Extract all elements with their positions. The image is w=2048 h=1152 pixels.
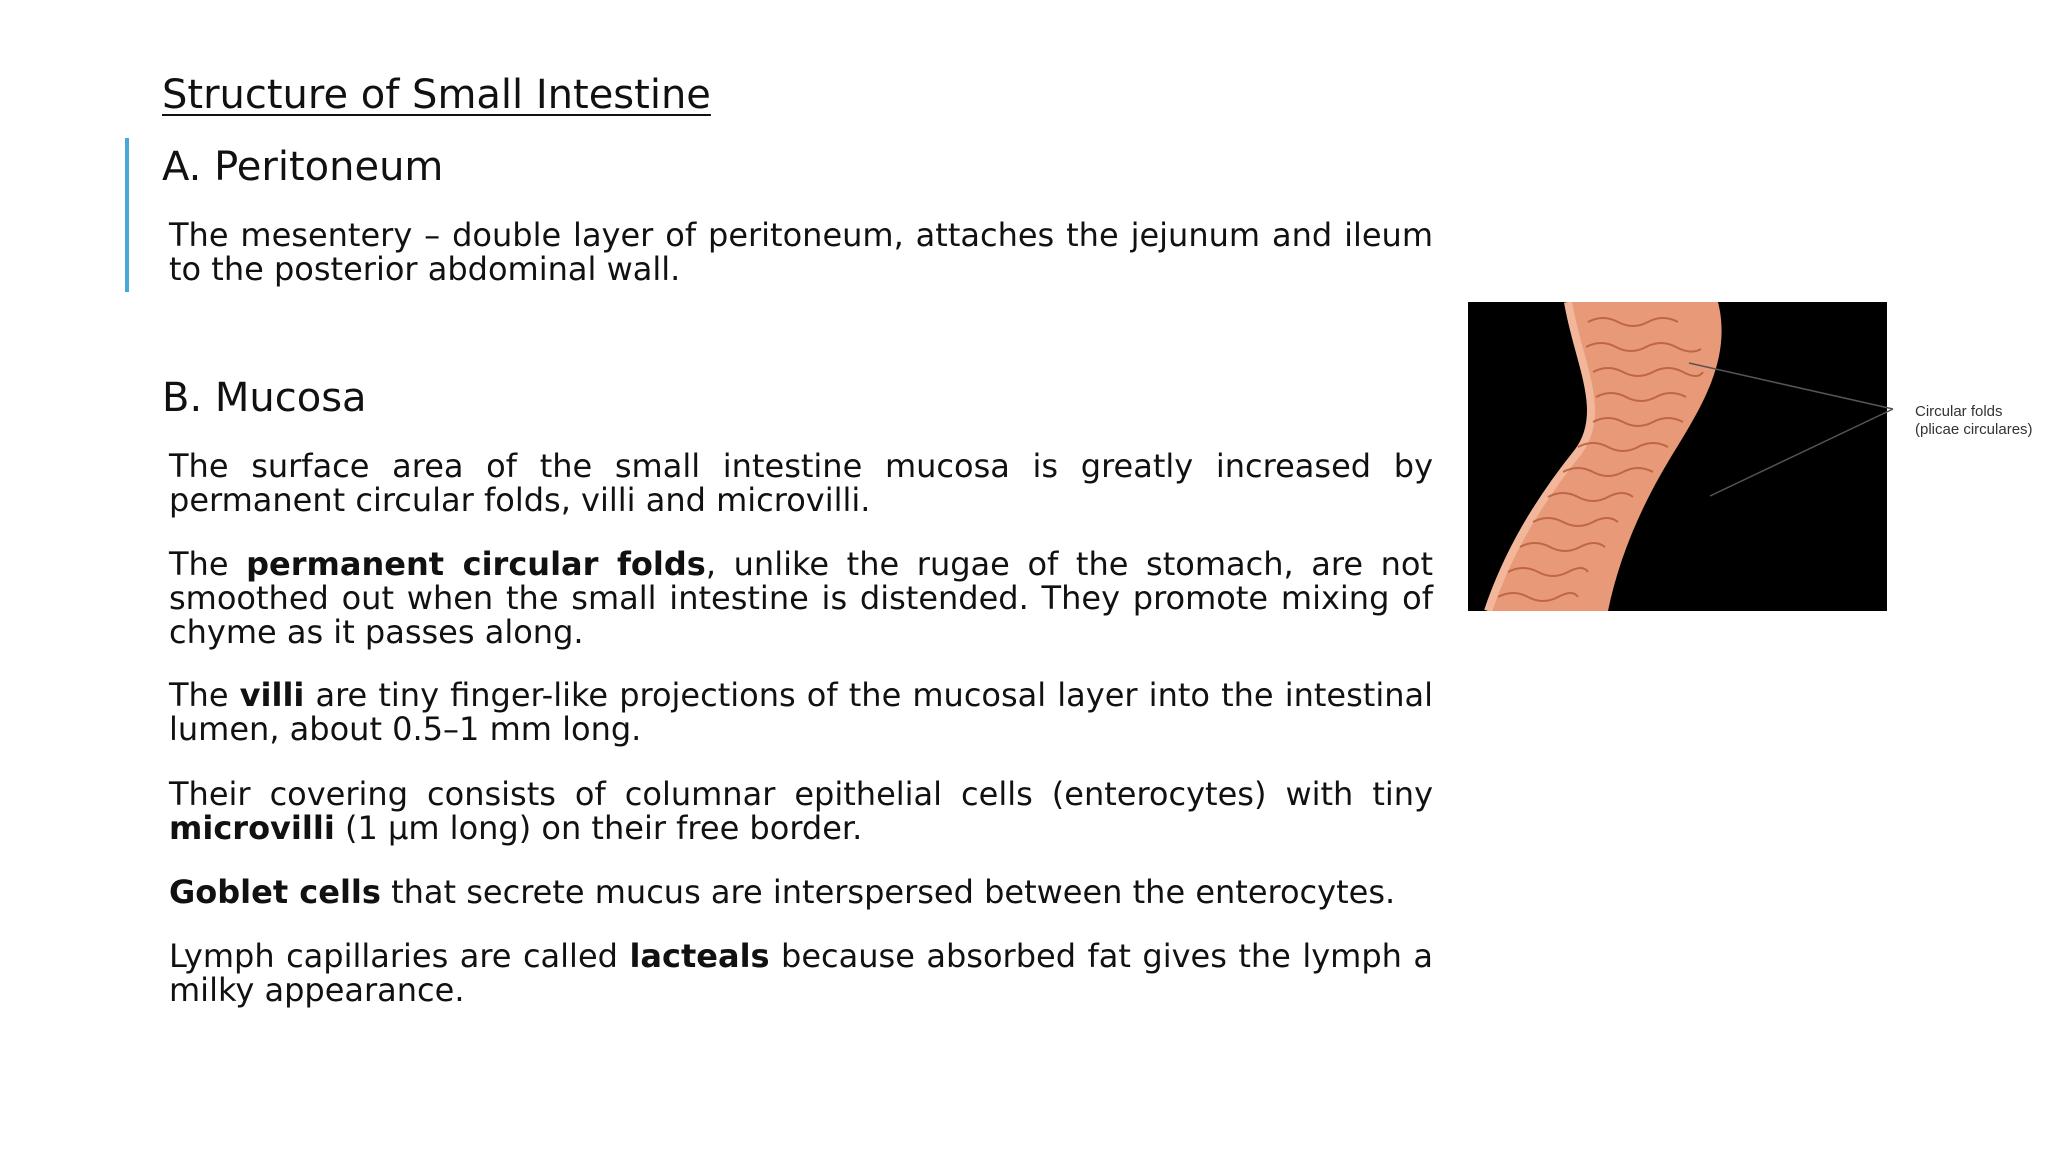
mucosa-paragraph-5 xyxy=(169,875,1433,909)
intestine-photo xyxy=(1468,302,1887,611)
mucosa-paragraph-1: The surface area of the small intestine mucosa is greatly increased by permanent circular folds, villi and microvilli. xyxy=(169,447,1433,519)
text-run: (1 µm long) on their free border. xyxy=(334,809,863,847)
mucosa-paragraph-4 xyxy=(169,777,1433,845)
intestine-illustration xyxy=(1468,302,1887,611)
bold-term-lacteals: lacteals xyxy=(629,937,770,975)
text-run: Lymph capillaries are called xyxy=(169,937,630,975)
slide-title: Structure of Small Intestine xyxy=(162,72,711,118)
bold-term-circular-folds: permanent circular folds xyxy=(246,545,706,583)
tissue-band xyxy=(1488,302,1722,611)
figure-label-line-2: (plicae circulares) xyxy=(1915,421,2033,438)
figure-label-line-1: Circular folds xyxy=(1915,403,2003,420)
figure-label-circular-folds xyxy=(1915,403,2033,439)
mucosa-heading: B. Mucosa xyxy=(162,375,367,421)
bold-term-goblet-cells: Goblet cells xyxy=(169,873,381,911)
text-run: that secrete mucus are interspersed between the enterocytes. xyxy=(380,873,1396,911)
text-run: The xyxy=(169,545,247,583)
mucosa-paragraph-3 xyxy=(169,678,1433,746)
bold-term-villi: villi xyxy=(239,676,305,714)
text-run: , unlike the rugae of the stomach, are not smoothed out when the small intestine is distended. They promote mixing of chyme as it passes along. xyxy=(169,545,1434,651)
mucosa-paragraph-2 xyxy=(169,547,1433,649)
text-run: Their covering consists of columnar epithelial cells (enterocytes) with tiny xyxy=(169,775,1433,813)
mucosa-paragraph-6 xyxy=(169,939,1433,1007)
peritoneum-text: The mesentery – double layer of peritoneum, attaches the jejunum and ileum to the posterior abdominal wall. xyxy=(169,216,1433,288)
peritoneum-heading: A. Peritoneum xyxy=(162,144,444,190)
text-run: because absorbed fat gives the lymph a milky appearance. xyxy=(169,937,1434,1009)
text-run: are tiny finger-like projections of the mucosal layer into the intestinal lumen, about 0.5–1 mm long. xyxy=(169,676,1434,748)
accent-bar xyxy=(125,138,129,292)
text-run: The xyxy=(169,676,240,714)
bold-term-microvilli: microvilli xyxy=(169,809,335,847)
